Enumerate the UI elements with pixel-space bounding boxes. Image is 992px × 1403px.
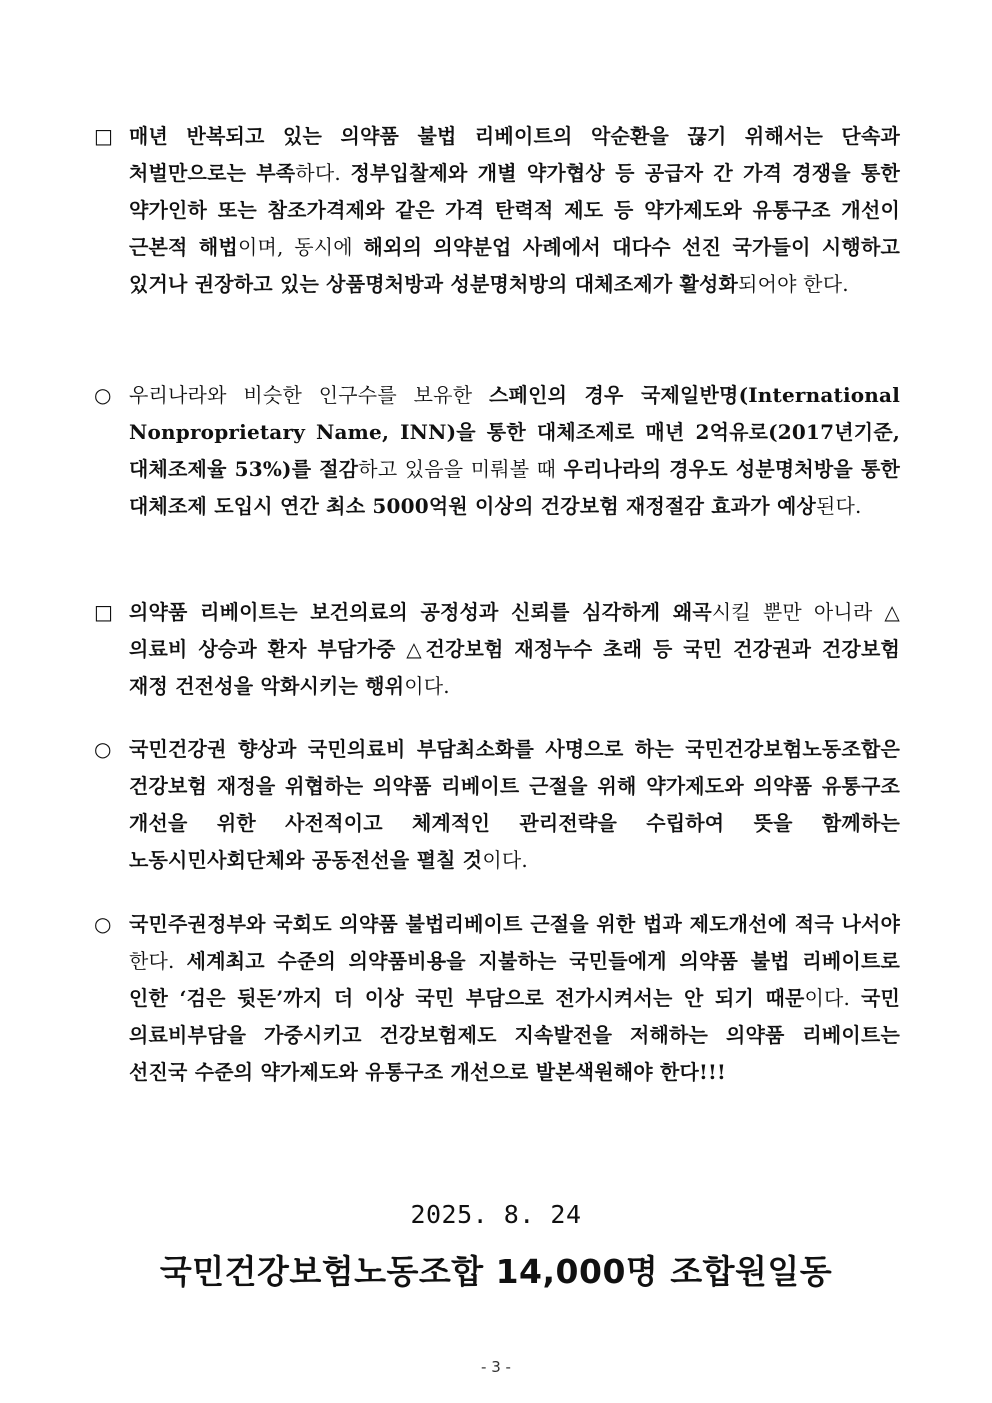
- text-segment: 이다.: [804, 986, 861, 1010]
- paragraph-text: [129, 118, 900, 303]
- circle-bullet-icon: ○: [94, 912, 112, 936]
- text-segment: 하다.: [295, 161, 351, 185]
- paragraph-5: [94, 906, 900, 1091]
- text-segment: 되어야 한다.: [738, 272, 849, 296]
- text-segment: △의료비 상승과 환자 부담가중 △건강보험 재정누수 초래 등 국민 건강권과 건강보험 재정 건전성을 악화시키는 행위: [129, 600, 901, 698]
- circle-bullet-icon: ○: [94, 383, 112, 407]
- text-segment: 한다.: [129, 949, 187, 973]
- text-segment: 우리나라와 비슷한 인구수를 보유한: [129, 383, 490, 407]
- text-segment: 정부입찰제와 개별 약가협상 등 공급자 간 가격 경쟁을 통한 약가인하 또는 참조가격제와 같은 가격 탄력적 제도 등 약가제도와 유통구조 개선이 근본적 해법: [129, 161, 900, 259]
- paragraph-1: [94, 118, 900, 303]
- paragraph-text: [129, 594, 900, 705]
- paragraph-text: [129, 731, 900, 879]
- text-segment: 이다.: [404, 674, 450, 698]
- text-segment: 국민 의료비부담을 가중시키고 건강보험제도 지속발전을 저해하는 의약품 리베이트는 선진국 수준의 약가제도와 유통구조 개선으로 발본색원해야 한다!!!: [129, 986, 900, 1084]
- text-segment: 의약품 리베이트는 보건의료의 공정성과 신뢰를 심각하게 왜곡: [129, 600, 712, 624]
- paragraph-3: [94, 594, 900, 705]
- circle-bullet-icon: ○: [94, 737, 112, 761]
- square-bullet-icon: □: [94, 124, 114, 148]
- text-segment: 국민주권정부와 국회도 의약품 불법리베이트 근절을 위한 법과 제도개선에 적극 나서야: [129, 912, 900, 936]
- signature-line: 국민건강보험노동조합 14,000명 조합원일동: [159, 1252, 833, 1291]
- text-segment: 된다.: [816, 494, 862, 518]
- text-segment: 국민건강권 향상과 국민의료비 부담최소화를 사명으로 하는 국민건강보험노동조합은 건강보험 재정을 위협하는 의약품 리베이트 근절을 위해 약가제도와 의약품 유통구조 개선을 위한 사전적이고 체계적인 관리전략을 수립하여 뜻을 함께하는 노동시민사회단체와 공동전선을 펼칠 것: [129, 737, 900, 872]
- text-segment: 스페인의 경우 국제일반명(International Nonproprietary Name, INN)을 통한 대체조제로 매년 2억유로(2017년기준, 대체조제율 53%)를 절감: [129, 383, 901, 481]
- text-segment: 해외의 의약분업 사례에서 대다수 선진 국가들이 시행하고 있거나 권장하고 있는 상품명처방과 성분명처방의 대체조제가 활성화: [129, 235, 900, 296]
- paragraph-2: [94, 377, 900, 525]
- text-segment: 이다.: [482, 848, 528, 872]
- square-bullet-icon: □: [94, 600, 114, 624]
- document-date: 2025. 8. 24: [410, 1200, 582, 1229]
- text-segment: 매년 반복되고 있는 의약품 불법 리베이트의 악순환을 끊기 위해서는 단속과 처벌만으로는 부족: [129, 124, 900, 185]
- text-segment: 세계최고 수준의 의약품비용을 지불하는 국민들에게 의약품 불법 리베이트로 인한 ‘검은 뒷돈’까지 더 이상 국민 부담으로 전가시켜서는 안 되기 때문: [129, 949, 901, 1010]
- text-segment: 하고 있음을 미뤄볼 때: [358, 457, 564, 481]
- paragraph-text: [129, 906, 900, 1091]
- paragraph-text: [129, 377, 900, 525]
- page-number: - 3 -: [481, 1358, 511, 1376]
- text-segment: 우리나라의 경우도 성분명처방을 통한 대체조제 도입시 연간 최소 5000억원 이상의 건강보험 재정절감 효과가 예상: [129, 457, 900, 518]
- paragraph-4: [94, 731, 900, 879]
- text-segment: 이며, 동시에: [237, 235, 364, 259]
- text-segment: 시킬 뿐만 아니라: [711, 600, 885, 624]
